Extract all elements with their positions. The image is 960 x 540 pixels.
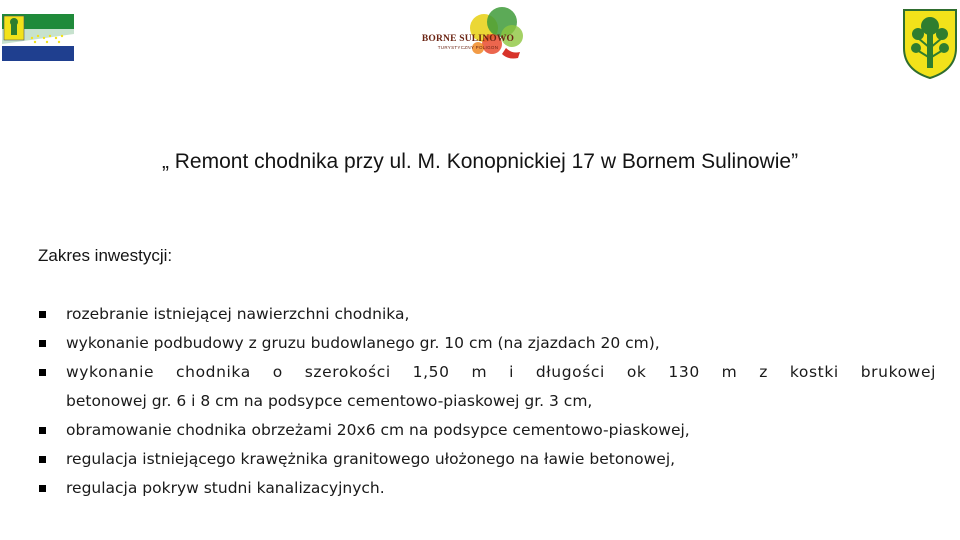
list-item-text: rozebranie istniejącej nawierzchni chodnika, <box>66 305 410 323</box>
list-item <box>36 474 936 503</box>
square-bullet-icon <box>39 340 46 347</box>
investment-scope-list <box>36 300 936 503</box>
square-bullet-icon <box>39 427 46 434</box>
list-item-continuation <box>36 387 936 416</box>
list-item <box>36 445 936 474</box>
logo-text: BORNE SULINOWO <box>421 34 515 44</box>
borne-sulinowo-logo <box>418 4 538 70</box>
list-item <box>36 329 936 358</box>
list-item-text: regulacja istniejącego krawężnika granitowego ułożonego na ławie betonowej, <box>66 450 676 468</box>
list-item <box>36 416 936 445</box>
square-bullet-icon <box>39 456 46 463</box>
flag-icon <box>2 14 74 61</box>
list-item-text: regulacja pokryw studni kanalizacyjnych. <box>66 479 385 497</box>
square-bullet-icon <box>39 485 46 492</box>
page-title: „ Remont chodnika przy ul. M. Konopnickiej 17 w Bornem Sulinowie” <box>161 150 799 173</box>
section-heading: Zakres inwestycji: <box>38 246 173 265</box>
square-bullet-icon <box>39 311 46 318</box>
list-item-text: wykonanie podbudowy z gruzu budowlanego gr. 10 cm (na zjazdach 20 cm), <box>66 334 660 352</box>
list-item <box>36 300 936 329</box>
list-item-text: betonowej gr. 6 i 8 cm na podsypce cementowo-piaskowej gr. 3 cm, <box>66 392 593 410</box>
list-item <box>36 358 936 387</box>
list-item-text: obramowanie chodnika obrzeżami 20x6 cm na podsypce cementowo-piaskowej, <box>66 421 690 439</box>
tree-crest-icon <box>902 8 958 80</box>
logo-subtext: TURYSTYCZNY POLIGON <box>437 45 499 50</box>
square-bullet-icon <box>39 369 46 376</box>
list-item-text: wykonanie chodnika o szerokości 1,50 m i długości ok 130 m z kostki brukowej <box>66 363 936 381</box>
